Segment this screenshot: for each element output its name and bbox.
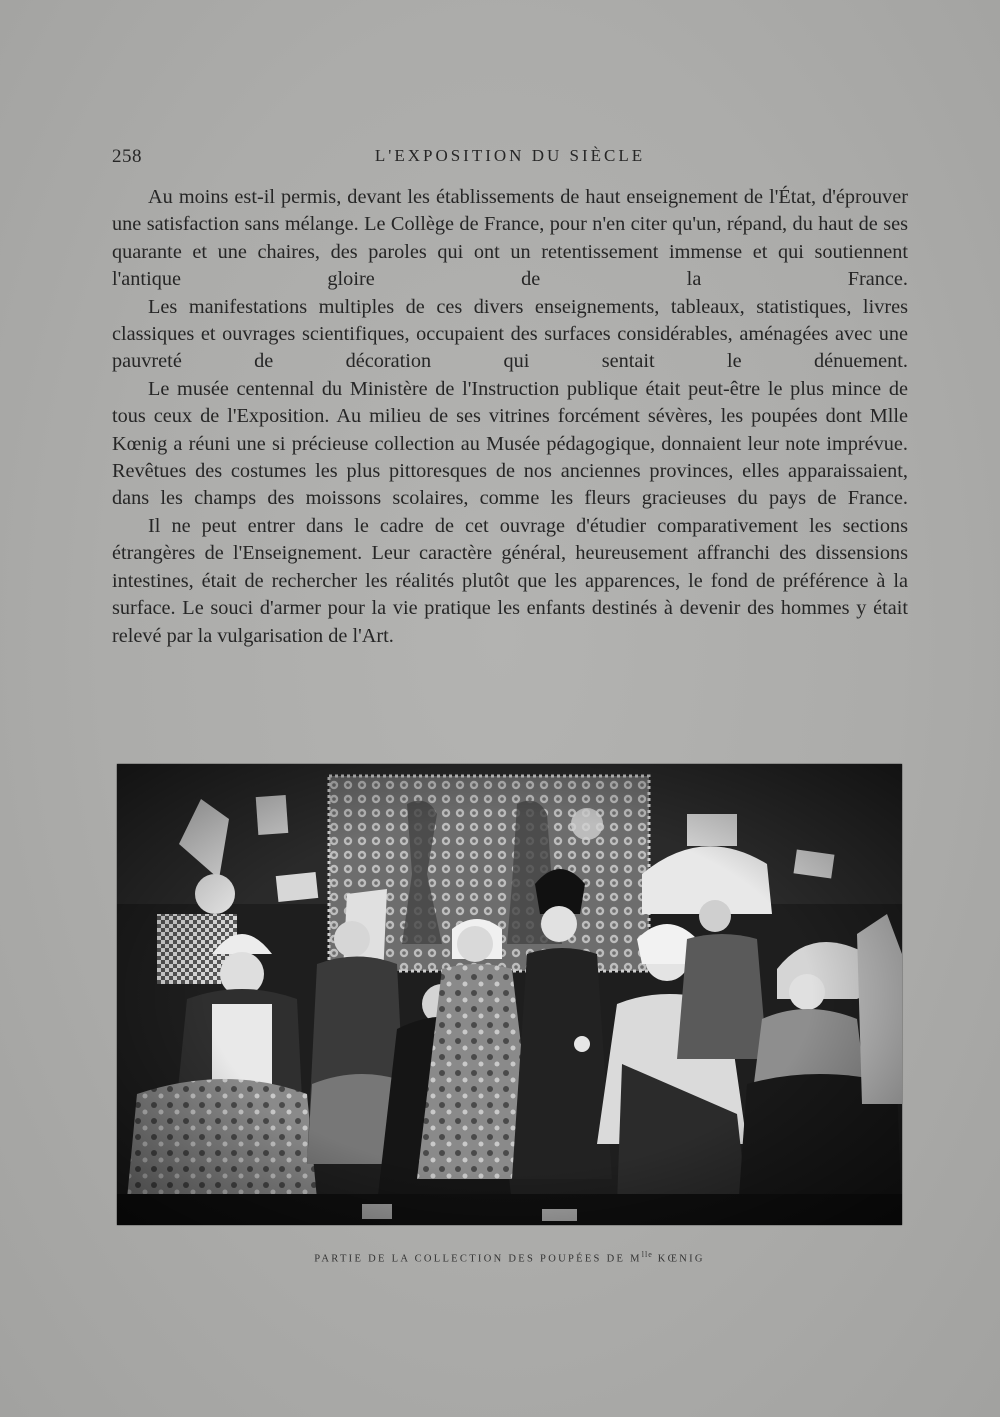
caption-text-end: KŒNIG (652, 1253, 705, 1265)
doll-collection-photo (117, 764, 902, 1225)
page-number: 258 (112, 146, 142, 167)
body-text (112, 184, 908, 650)
paragraph: Les manifestations multiples de ces divers enseignements, tableaux, statistiques, livres classiques et ouvrages scientifiques, occupaient des surfaces considérables, aménagées avec une pauvreté de décoration qui sentait le dénuement. (112, 295, 908, 373)
running-head (112, 146, 908, 172)
caption-text: PARTIE DE LA COLLECTION DES POUPÉES DE M (314, 1253, 642, 1265)
header-title: L'EXPOSITION DU SIÈCLE (374, 146, 646, 165)
figure-caption (117, 1250, 902, 1265)
paragraph: Au moins est-il permis, devant les établissements de haut enseignement de l'État, d'éprouver une satisfaction sans mélange. Le Collège de France, pour n'en citer qu'un, répand, du haut de ses quarante et une chaires, des paroles qui ont un retentissement immense et qui soutiennent l'antique gloire de la France. (112, 186, 908, 291)
paragraph: Il ne peut entrer dans le cadre de cet ouvrage d'étudier comparativement les sections étrangères de l'Enseignement. Leur caractère général, heureusement affranchi des dissensions intestines, était de rechercher les réalités plutôt que les apparences, le fond de préférence à la surface. Le souci d'armer pour la vie pratique les enfants destinés à devenir des hommes y était relevé par la vulgarisation de l'Art. (112, 514, 908, 647)
caption-superscript: lle (641, 1250, 653, 1259)
paragraph: Le musée centennal du Ministère de l'Instruction publique était peut-être le plus mince de tous ceux de l'Exposition. Au milieu de ses vitrines forcément sévères, les poupées dont Mlle Kœnig a réuni une si précieuse collection au Musée pédagogique, donnaient leur note imprévue. Revêtues des costumes les plus pittoresques de nos anciennes provinces, elles apparaissaient, dans les champs des moissons scolaires, comme les fleurs gracieuses du pays de France. (112, 377, 908, 510)
